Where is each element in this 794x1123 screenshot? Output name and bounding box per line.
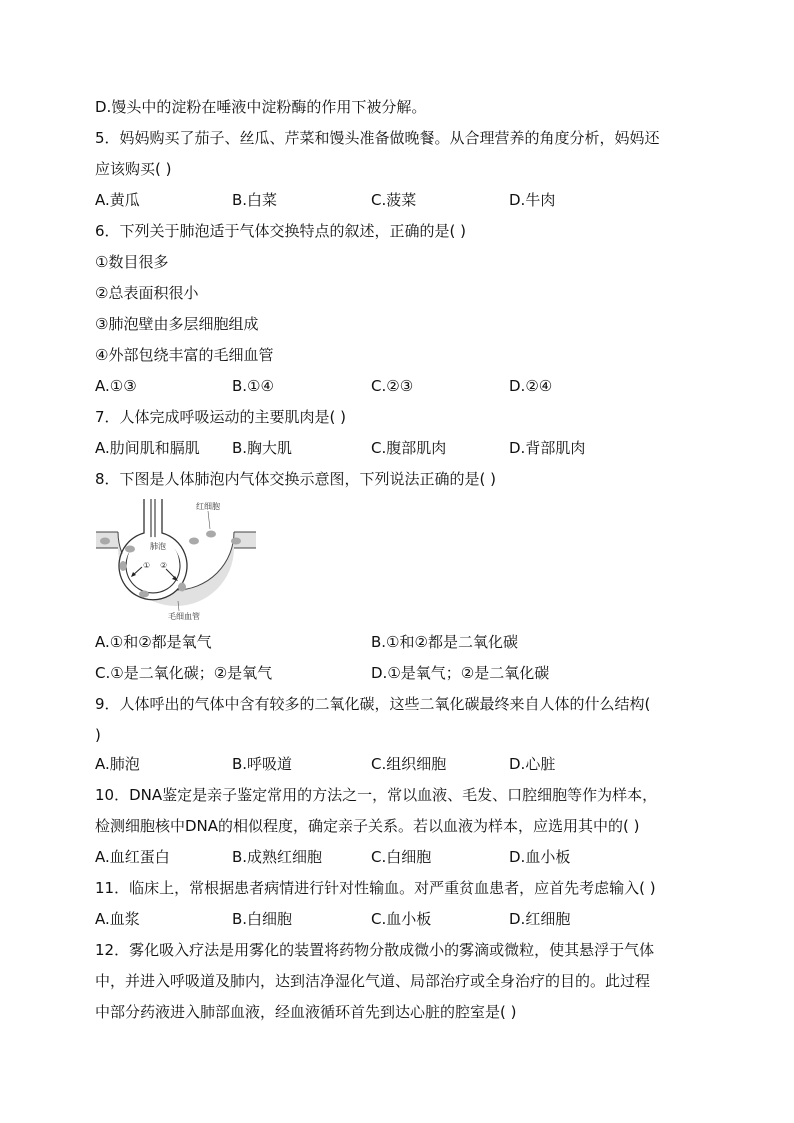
q4-option-d-line: D.馒头中的淀粉在唾液中淀粉酶的作用下被分解。 — [95, 98, 427, 116]
marker-2: ② — [160, 561, 168, 570]
question-6-statement-3: ③肺泡壁由多层细胞组成 — [95, 315, 259, 333]
question-8-stem: 8．下图是人体肺泡内气体交换示意图，下列说法正确的是( ) — [95, 470, 497, 488]
red-blood-cell — [139, 591, 149, 598]
option-c[interactable]: C.①是二氧化碳；②是氧气 — [95, 664, 273, 682]
question-9-options — [95, 754, 715, 774]
alveolus-gas-exchange-diagram — [96, 497, 256, 625]
option-b[interactable]: B.白细胞 — [232, 910, 293, 928]
option-a[interactable]: A.①③ — [95, 377, 137, 395]
question-11-options — [95, 909, 715, 929]
option-d[interactable]: D.牛肉 — [509, 191, 556, 209]
option-c[interactable]: C.组织细胞 — [371, 755, 447, 773]
option-a[interactable]: A.肋间肌和膈肌 — [95, 439, 200, 457]
option-a[interactable]: A.肺泡 — [95, 755, 140, 773]
question-6-options — [95, 376, 715, 396]
question-6-stem: 6．下列关于肺泡适于气体交换特点的叙述，正确的是( ) — [95, 222, 467, 240]
label-alveolus: 肺泡 — [150, 542, 166, 551]
question-5-options — [95, 190, 715, 210]
red-blood-cell — [100, 538, 110, 545]
red-blood-cell — [206, 531, 216, 538]
option-b[interactable]: B.呼吸道 — [232, 755, 293, 773]
label-red-blood-cell: 红细胞 — [196, 502, 220, 511]
question-10-options — [95, 847, 715, 867]
red-blood-cell — [178, 583, 186, 592]
option-a[interactable]: A.黄瓜 — [95, 191, 140, 209]
question-11-stem: 11．临床上，常根据患者病情进行针对性输血。对严重贫血患者，应首先考虑输入( ) — [95, 879, 656, 897]
option-b[interactable]: B.白菜 — [232, 191, 278, 209]
option-a[interactable]: A.血浆 — [95, 910, 140, 928]
question-12-line-1: 12．雾化吸入疗法是用雾化的装置将药物分散成微小的雾滴或微粒，使其悬浮于气体 — [95, 941, 655, 959]
option-d[interactable]: D.背部肌肉 — [509, 439, 586, 457]
option-d[interactable]: D.红细胞 — [509, 910, 571, 928]
question-6-statement-4: ④外部包绕丰富的毛细血管 — [95, 346, 274, 364]
question-7-stem: 7．人体完成呼吸运动的主要肌肉是( ) — [95, 408, 347, 426]
question-12-line-2: 中，并进入呼吸道及肺内，达到洁净湿化气道、局部治疗或全身治疗的目的。此过程 — [95, 972, 651, 990]
option-c[interactable]: C.②③ — [371, 377, 414, 395]
question-9-line-2: ) — [95, 726, 101, 744]
question-9-line-1: 9．人体呼出的气体中含有较多的二氧化碳，这些二氧化碳最终来自人体的什么结构( — [95, 695, 651, 713]
option-a[interactable]: A.①和②都是氧气 — [95, 633, 212, 651]
label-capillary: 毛细血管 — [168, 612, 200, 621]
question-8-options-row-2 — [95, 663, 715, 683]
question-6-statement-1: ①数目很多 — [95, 253, 169, 271]
red-blood-cell — [120, 561, 127, 571]
option-c[interactable]: C.腹部肌肉 — [371, 439, 447, 457]
option-c[interactable]: C.白细胞 — [371, 848, 432, 866]
option-d[interactable]: D.②④ — [509, 377, 553, 395]
question-5-line-1: 5．妈妈购买了茄子、丝瓜、芹菜和馒头准备做晚餐。从合理营养的角度分析，妈妈还 — [95, 129, 660, 147]
red-blood-cell — [125, 546, 135, 553]
question-5-line-2: 应该购买( ) — [95, 160, 172, 178]
question-7-options — [95, 438, 715, 458]
option-a[interactable]: A.血红蛋白 — [95, 848, 170, 866]
option-b[interactable]: B.①④ — [232, 377, 274, 395]
red-blood-cell — [189, 538, 199, 545]
question-8-options-row-1 — [95, 632, 715, 652]
option-b[interactable]: B.胸大肌 — [232, 439, 293, 457]
question-10-line-2: 检测细胞核中DNA的相似程度，确定亲子关系。若以血液为样本，应选用其中的( ) — [95, 817, 640, 835]
option-c[interactable]: C.血小板 — [371, 910, 432, 928]
option-c[interactable]: C.菠菜 — [371, 191, 417, 209]
option-d[interactable]: D.心脏 — [509, 755, 556, 773]
question-6-statement-2: ②总表面积很小 — [95, 284, 199, 302]
option-b[interactable]: B.①和②都是二氧化碳 — [371, 633, 518, 651]
option-b[interactable]: B.成熟红细胞 — [232, 848, 323, 866]
marker-1: ① — [143, 561, 151, 570]
option-d[interactable]: D.①是氧气；②是二氧化碳 — [371, 664, 550, 682]
question-10-line-1: 10．DNA鉴定是亲子鉴定常用的方法之一，常以血液、毛发、口腔细胞等作为样本， — [95, 786, 658, 804]
red-blood-cell — [231, 538, 241, 545]
option-d[interactable]: D.血小板 — [509, 848, 571, 866]
question-12-line-3: 中部分药液进入肺部血液，经血液循环首先到达心脏的腔室是( ) — [95, 1003, 517, 1021]
